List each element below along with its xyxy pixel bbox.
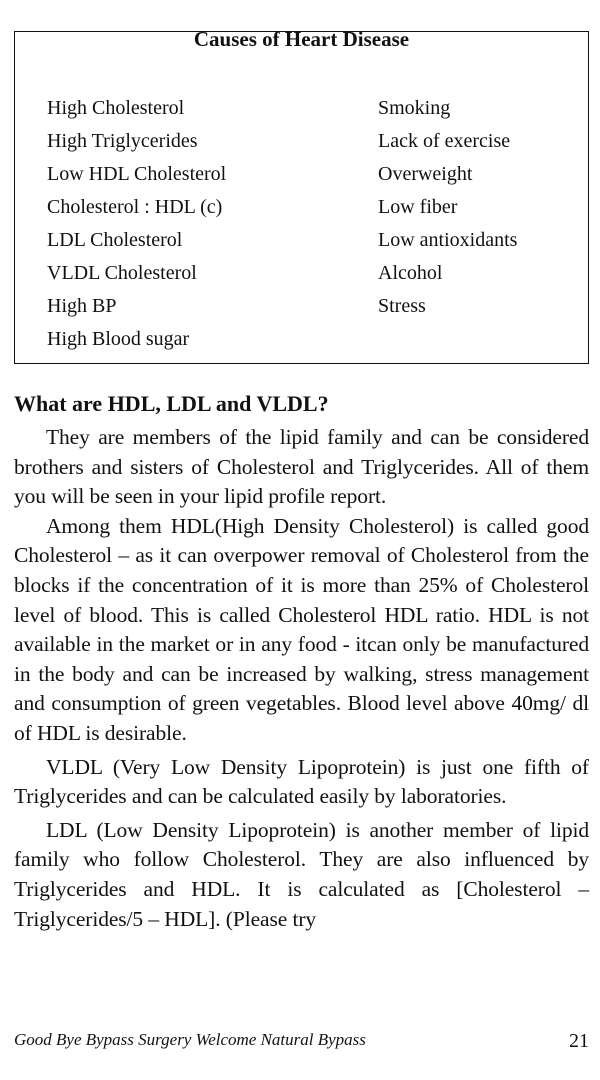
cause-item: Stress [378, 295, 426, 317]
cause-item: Overweight [378, 163, 473, 185]
causes-left-column [47, 92, 226, 356]
section-heading: What are HDL, LDL and VLDL? [14, 391, 329, 416]
cause-item: Low HDL Cholesterol [47, 163, 227, 185]
page-number: 21 [569, 1030, 589, 1052]
cause-item: Alcohol [378, 262, 443, 284]
paragraph: They are members of the lipid family and can be considered brothers and sisters of Cholesterol and Triglycerides. All of them you will be seen in your lipid profile report. [14, 425, 589, 509]
cause-item: High BP [47, 295, 117, 317]
paragraph: VLDL (Very Low Density Lipoprotein) is just one fifth of Triglycerides and can be calculated easily by laboratories. [14, 754, 589, 809]
cause-item: Low antioxidants [378, 229, 518, 251]
cause-item: Smoking [378, 97, 451, 119]
cause-item: LDL Cholesterol [47, 229, 183, 251]
paragraph: Among them HDL(High Density Cholesterol) is called good Cholesterol – as it can overpower removal of Cholesterol from the blocks if the concentration of it is more than 25% of Cholesterol level of blood. This is called Cholesterol HDL ratio. HDL is not available in the market or in any food - itcan only be manufactured in the body and can be increased by walking, stress management and consumption of green vegetables. Blood level above 40mg/ dl of HDL is desirable. [14, 513, 589, 745]
cause-item: Lack of exercise [378, 130, 511, 152]
cause-item: High Cholesterol [47, 97, 185, 119]
cause-item: Low fiber [378, 196, 458, 218]
paragraph: LDL (Low Density Lipoprotein) is another member of lipid family who follow Cholesterol. They are also influenced by Triglycerides and HDL. It is calculated as [Cholesterol – Triglycerides/5 – HDL]. (Please try [14, 817, 589, 931]
box-title: Causes of Heart Disease [193, 27, 410, 51]
causes-right-column [378, 92, 517, 323]
causes-box [14, 27, 589, 364]
cause-item: High Triglycerides [47, 130, 198, 152]
cause-item: Cholesterol : HDL (c) [47, 196, 223, 218]
book-title: Good Bye Bypass Surgery Welcome Natural Bypass [14, 1030, 366, 1049]
cause-item: VLDL Cholesterol [47, 262, 197, 284]
section-body [14, 423, 589, 934]
cause-item: High Blood sugar [47, 328, 190, 350]
page-footer [14, 1030, 589, 1053]
